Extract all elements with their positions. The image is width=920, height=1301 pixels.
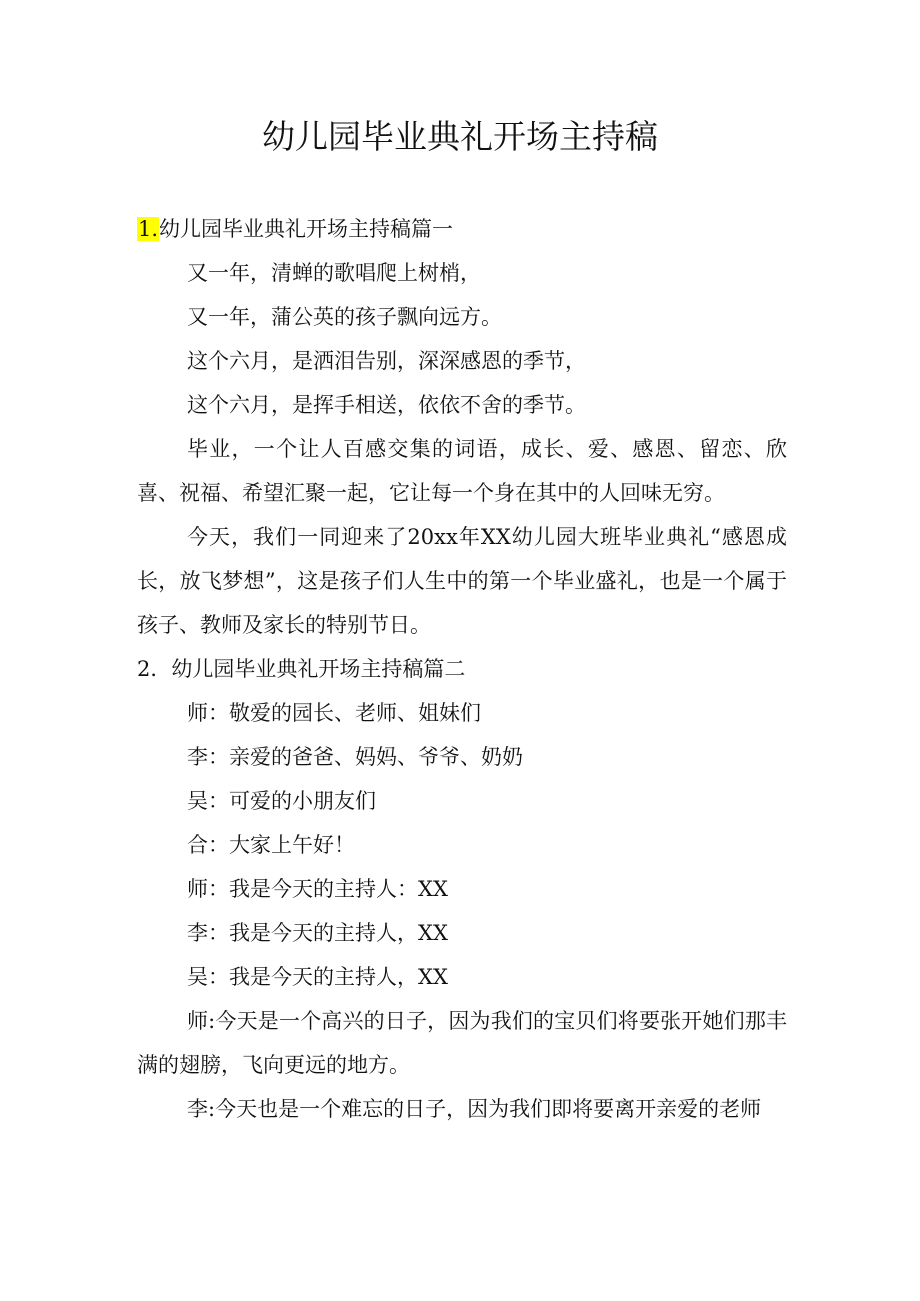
highlighted-section-number: 1. <box>138 217 159 241</box>
dialogue-line: 师：我是今天的主持人：XX <box>187 877 448 901</box>
poem-line: 又一年，蒲公英的孩子飘向远方。 <box>187 305 502 329</box>
poem-line: 这个六月，是洒泪告别，深深感恩的季节， <box>187 349 586 373</box>
section-1-heading-text: 幼儿园毕业典礼开场主持稿篇一 <box>159 217 454 241</box>
body-paragraph: 毕业，一个让人百感交集的词语，成长、爱、感恩、留恋、欣喜、祝福、希望汇聚一起，它让每一个身在其中的人回味无穷。 <box>137 437 787 505</box>
poem-line: 这个六月，是挥手相送，依依不舍的季节。 <box>187 393 586 417</box>
dialogue-line: 李：我是今天的主持人，XX <box>187 921 448 945</box>
dialogue-paragraph: 李:今天也是一个难忘的日子，因为我们即将要离开亲爱的老师 <box>187 1097 762 1121</box>
section-1-heading <box>137 207 787 251</box>
dialogue-line: 吴：可爱的小朋友们 <box>187 789 376 813</box>
dialogue-paragraph: 师:今天是一个高兴的日子，因为我们的宝贝们将要张开她们那丰满的翅膀，飞向更远的地方。 <box>137 1009 787 1077</box>
poem-line: 又一年，清蝉的歌唱爬上树梢， <box>187 261 481 285</box>
dialogue-line: 吴：我是今天的主持人，XX <box>187 965 448 989</box>
body-paragraph: 今天，我们一同迎来了20xx年XX幼儿园大班毕业典礼“感恩成长，放飞梦想”，这是孩子们人生中的第一个毕业盛礼，也是一个属于孩子、教师及家长的特别节日。 <box>137 525 787 637</box>
dialogue-line: 合：大家上午好！ <box>187 833 355 857</box>
document-body <box>137 207 787 1131</box>
document-title: 幼儿园毕业典礼开场主持稿 <box>262 117 658 156</box>
dialogue-line: 师：敬爱的园长、老师、姐妹们 <box>187 701 481 725</box>
section-2-heading: 2．幼儿园毕业典礼开场主持稿篇二 <box>137 657 466 681</box>
dialogue-line: 李：亲爱的爸爸、妈妈、爷爷、奶奶 <box>187 745 523 769</box>
